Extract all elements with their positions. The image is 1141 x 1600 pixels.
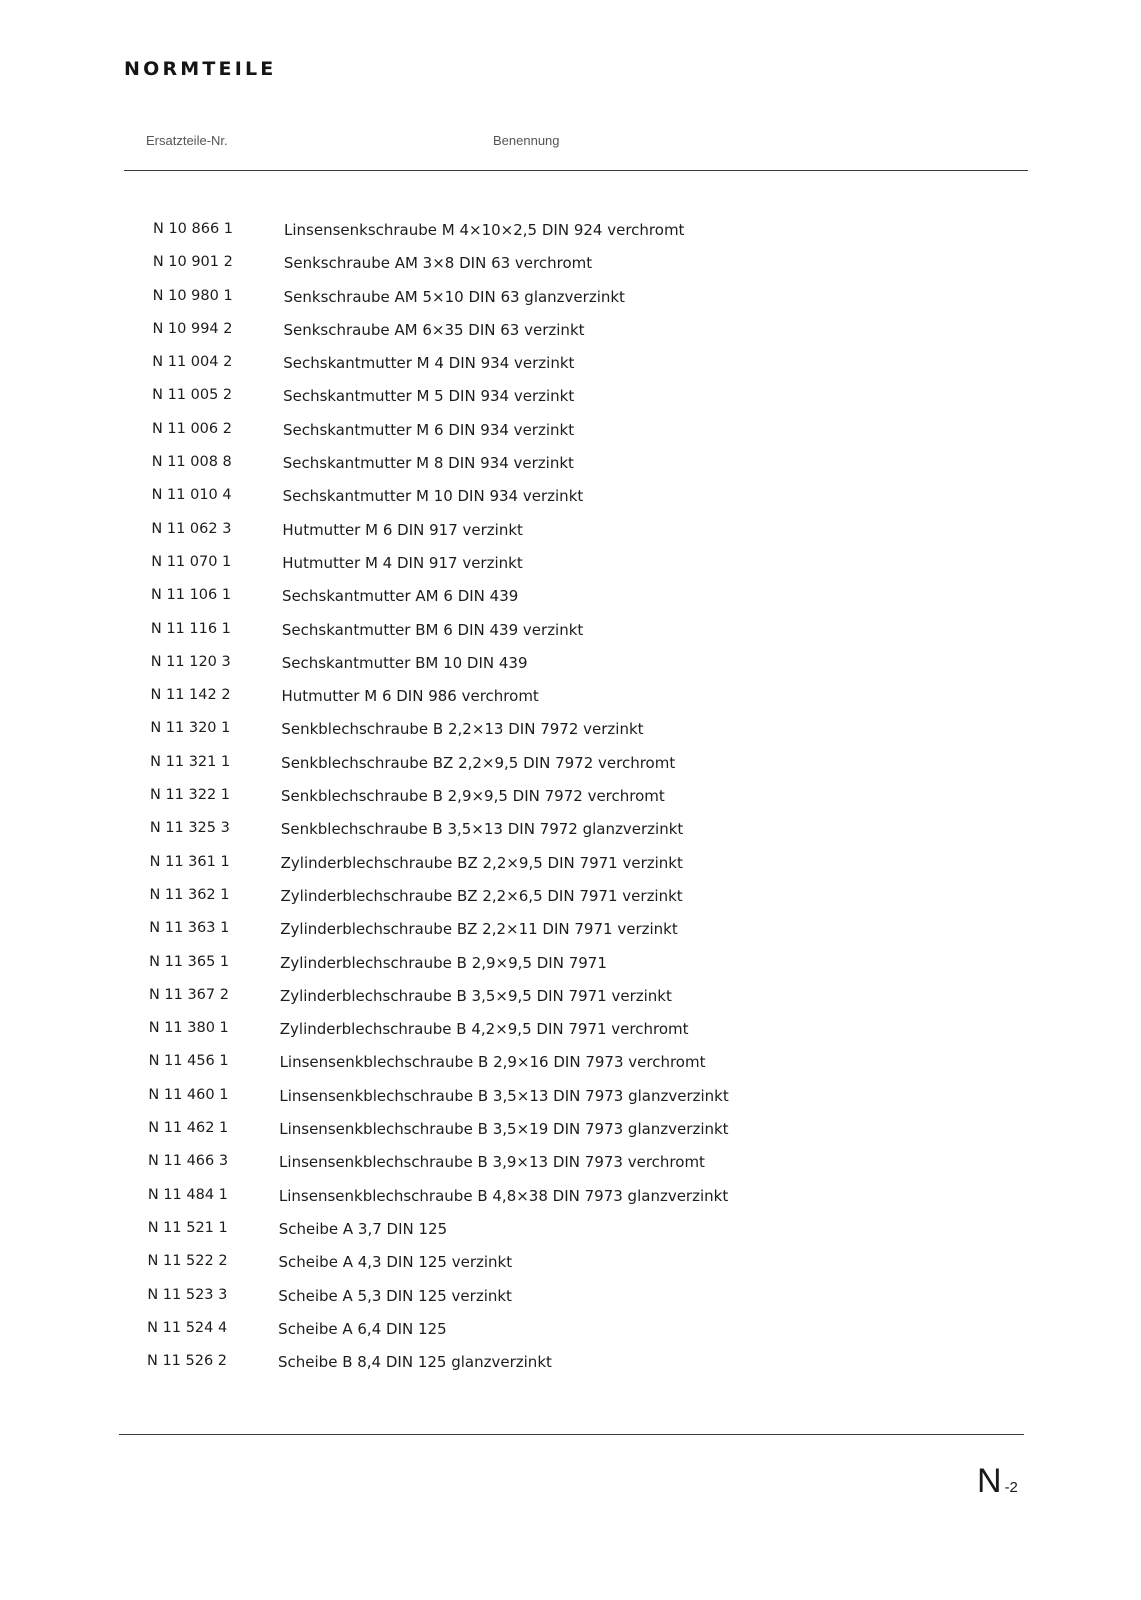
table-row [0,1320,1141,1353]
part-number: N 11 008 8 [151,454,232,471]
table-row [0,421,1141,454]
part-number: N 10 866 1 [153,221,234,237]
part-number: N 11 466 3 [148,1153,229,1170]
part-number: N 11 142 2 [150,687,231,704]
part-description: Linsensenkschraube M 4×10×2,5 DIN 924 verchromt [284,221,685,239]
part-number: N 11 062 3 [151,520,232,537]
part-number: N 11 321 1 [150,753,231,770]
part-number: N 11 070 1 [151,553,232,570]
part-description: Senkschraube AM 6×35 DIN 63 verzinkt [283,320,585,339]
table-row [0,687,1141,720]
table-row [0,1120,1141,1153]
part-description: Linsensenkblechschraube B 3,5×19 DIN 7973 glanzverzinkt [279,1120,729,1139]
table-row [0,920,1141,953]
part-number: N 11 456 1 [148,1053,229,1070]
part-description: Linsensenkblechschraube B 2,9×16 DIN 7973 verchromt [279,1053,706,1072]
part-number: N 11 361 1 [149,853,230,870]
page-title: NORMTEILE [124,58,277,80]
part-number: N 11 526 2 [147,1353,228,1370]
column-header-benennung: Benennung [493,133,560,148]
part-number: N 11 116 1 [150,620,231,637]
table-row [0,321,1141,354]
part-description: Sechskantmutter M 4 DIN 934 verzinkt [283,354,575,373]
part-description: Hutmutter M 6 DIN 986 verchromt [281,687,539,706]
part-number: N 11 523 3 [147,1286,228,1303]
part-description: Linsensenkblechschraube B 4,8×38 DIN 7973 glanzverzinkt [278,1186,729,1205]
page-number [977,1462,1018,1501]
table-row [0,987,1141,1020]
part-number: N 11 524 4 [147,1319,228,1336]
part-number: N 11 325 3 [149,820,230,837]
part-description: Sechskantmutter M 8 DIN 934 verzinkt [282,454,574,473]
part-description: Senkblechschraube B 3,5×13 DIN 7972 glanzverzinkt [280,820,684,839]
part-number: N 10 994 2 [152,320,233,337]
page-number-letter: N [977,1462,1002,1500]
part-description: Scheibe B 8,4 DIN 125 glanzverzinkt [278,1353,552,1372]
table-row [0,887,1141,920]
table-row [0,1153,1141,1186]
table-row [0,1287,1141,1320]
part-description: Hutmutter M 4 DIN 917 verzinkt [282,553,523,572]
table-row [0,288,1141,321]
part-description: Sechskantmutter M 6 DIN 934 verzinkt [282,420,575,439]
table-row [0,254,1141,287]
part-description: Sechskantmutter BM 10 DIN 439 [281,653,528,672]
part-description: Scheibe A 5,3 DIN 125 verzinkt [278,1286,512,1305]
part-number: N 11 320 1 [150,720,231,737]
part-number: N 11 322 1 [150,787,231,804]
table-row [0,1187,1141,1220]
part-description: Sechskantmutter AM 6 DIN 439 [282,587,519,606]
table-row [0,1053,1141,1086]
table-row [0,1087,1141,1120]
table-row [0,554,1141,587]
part-description: Zylinderblechschraube BZ 2,2×9,5 DIN 7971 verzinkt [280,853,683,872]
part-description: Scheibe A 3,7 DIN 125 [278,1219,448,1238]
part-number: N 11 365 1 [149,953,230,970]
part-number: N 11 010 4 [151,487,232,504]
table-row [0,954,1141,987]
part-number: N 11 367 2 [148,986,229,1003]
table-row [0,387,1141,420]
header-divider [124,170,1028,171]
part-number: N 11 521 1 [147,1219,228,1236]
part-description: Senkschraube AM 3×8 DIN 63 verchromt [283,254,593,273]
table-row [0,1353,1141,1386]
table-row [0,587,1141,620]
table-row [0,354,1141,387]
part-description: Sechskantmutter M 10 DIN 934 verzinkt [282,487,584,506]
table-row [0,221,1141,254]
part-description: Hutmutter M 6 DIN 917 verzinkt [282,520,523,539]
table-row [0,854,1141,887]
part-number: N 11 004 2 [152,354,233,371]
part-description: Scheibe A 6,4 DIN 125 [278,1319,447,1338]
table-row [0,454,1141,487]
part-description: Zylinderblechschraube B 4,2×9,5 DIN 7971 verchromt [279,1020,689,1039]
part-description: Scheibe A 4,3 DIN 125 verzinkt [278,1253,513,1272]
table-row [0,521,1141,554]
parts-list [0,221,1141,1386]
table-row [0,754,1141,787]
part-number: N 11 106 1 [151,587,232,604]
part-description: Sechskantmutter M 5 DIN 934 verzinkt [283,387,575,406]
part-number: N 11 363 1 [149,920,230,937]
part-number: N 11 484 1 [147,1186,228,1203]
part-description: Linsensenkblechschraube B 3,5×13 DIN 7973 glanzverzinkt [279,1086,729,1105]
part-number: N 11 522 2 [147,1253,228,1270]
table-row [0,621,1141,654]
part-number: N 11 005 2 [152,387,233,404]
part-description: Senkblechschraube B 2,9×9,5 DIN 7972 verchromt [281,787,665,806]
part-description: Senkblechschraube B 2,2×13 DIN 7972 verzinkt [281,720,644,739]
part-description: Senkblechschraube BZ 2,2×9,5 DIN 7972 verchromt [281,753,676,772]
table-row [0,1253,1141,1286]
part-number: N 11 462 1 [148,1120,229,1137]
table-row [0,1020,1141,1053]
table-row [0,787,1141,820]
part-number: N 11 380 1 [148,1020,229,1037]
part-number: N 11 006 2 [151,420,232,437]
table-row [0,820,1141,853]
part-description: Sechskantmutter BM 6 DIN 439 verzinkt [281,620,584,639]
part-description: Zylinderblechschraube B 3,5×9,5 DIN 7971 verzinkt [279,986,672,1005]
table-row [0,1220,1141,1253]
part-description: Senkschraube AM 5×10 DIN 63 glanzverzinkt [283,287,625,306]
part-description: Zylinderblechschraube BZ 2,2×11 DIN 7971 verzinkt [280,920,678,939]
part-description: Linsensenkblechschraube B 3,9×13 DIN 7973 verchromt [279,1153,705,1172]
part-number: N 11 120 3 [150,653,231,670]
table-row [0,487,1141,520]
footer-divider [119,1434,1024,1435]
part-number: N 10 901 2 [152,254,233,271]
part-description: Zylinderblechschraube B 2,9×9,5 DIN 7971 [280,953,607,972]
table-row [0,720,1141,753]
table-row [0,654,1141,687]
column-header-ersatzteile-nr: Ersatzteile-Nr. [146,133,228,148]
part-description: Zylinderblechschraube BZ 2,2×6,5 DIN 7971 verzinkt [280,886,683,905]
part-number: N 11 362 1 [149,886,230,903]
page-number-suffix: -2 [1004,1479,1018,1496]
part-number: N 11 460 1 [148,1086,229,1103]
part-number: N 10 980 1 [152,287,233,304]
